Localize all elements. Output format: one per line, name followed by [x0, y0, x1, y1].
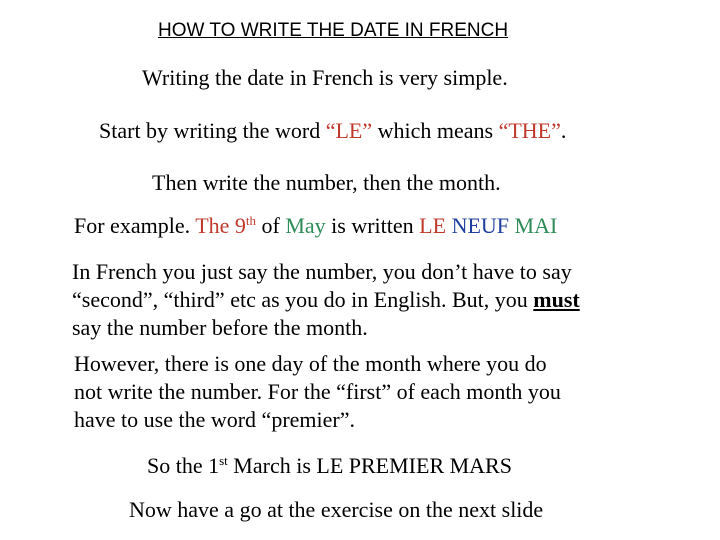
- example-pre: For example.: [74, 213, 196, 238]
- le-word: “LE”: [325, 118, 373, 143]
- number-month-line: Then write the number, then the month.: [152, 170, 501, 195]
- march-pre: So the 1: [147, 453, 220, 478]
- the-word: “THE”: [498, 118, 561, 143]
- le-instruction-line: [99, 117, 566, 145]
- must-emphasis: must: [533, 287, 580, 312]
- page-title: HOW TO WRITE THE DATE IN FRENCH: [158, 20, 509, 41]
- example-of: of: [256, 213, 286, 238]
- example-le: LE: [419, 213, 452, 238]
- example-mai: MAI: [514, 213, 558, 238]
- march-post: March is LE PREMIER MARS: [227, 453, 512, 478]
- number-explanation-paragraph: [72, 258, 580, 342]
- para1-line2: [72, 286, 580, 314]
- le-instruction-mid: which means: [372, 118, 499, 143]
- march-example-line: [147, 452, 512, 480]
- intro-line: Writing the date in French is very simple.: [142, 65, 508, 90]
- example-may: May: [285, 213, 326, 238]
- le-instruction-post: .: [560, 118, 567, 143]
- march-st: st: [219, 453, 228, 468]
- premier-explanation-paragraph: [74, 350, 561, 434]
- para2-line1: However, there is one day of the month where you do: [74, 351, 547, 376]
- para1-line2-text: “second”, “third” etc as you do in English. But, you: [72, 287, 534, 312]
- example-written: is written: [325, 213, 420, 238]
- le-instruction-pre: Start by writing the word: [99, 118, 326, 143]
- para2-line3: have to use the word “premier”.: [74, 407, 355, 432]
- closing-line: Now have a go at the exercise on the next slide: [129, 497, 544, 522]
- example-neuf: NEUF: [451, 213, 515, 238]
- para1-line3: say the number before the month.: [72, 315, 368, 340]
- example-the-9: The 9: [195, 213, 246, 238]
- para2-line2: not write the number. For the “first” of each month you: [74, 379, 561, 404]
- example-th: th: [245, 213, 257, 228]
- example-line: [74, 212, 557, 240]
- para1-line1: In French you just say the number, you don’t have to say: [72, 259, 572, 284]
